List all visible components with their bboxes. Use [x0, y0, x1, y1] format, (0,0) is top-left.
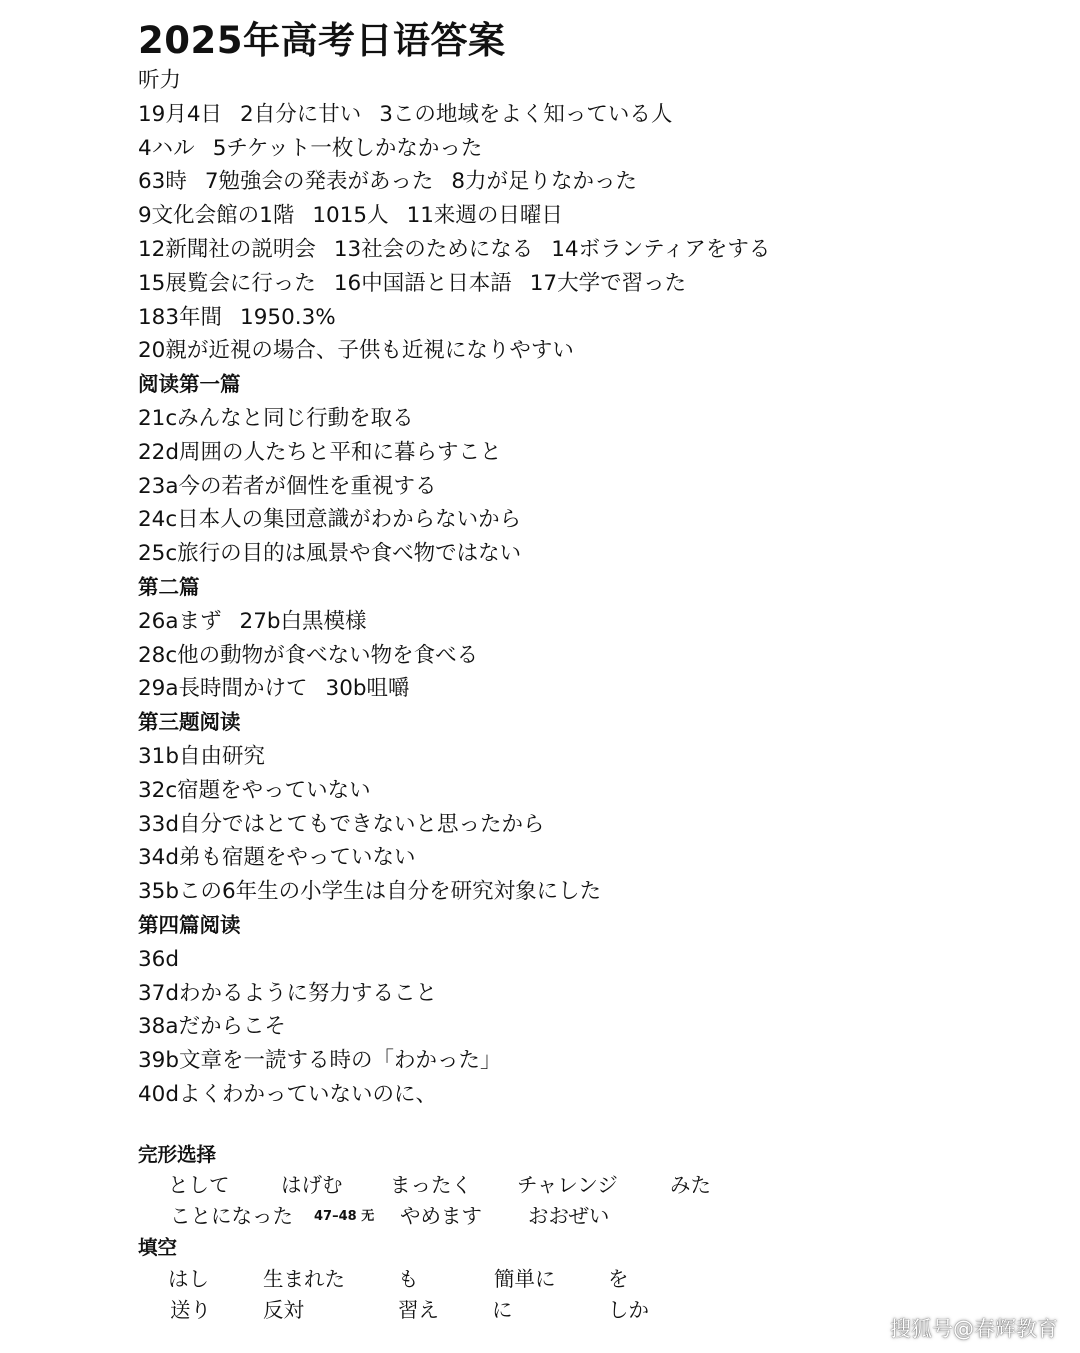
section-heading: 第四篇阅读	[138, 912, 241, 937]
fill-answer: 習え	[398, 1298, 439, 1322]
answer-item: 3この地域をよく知っている人	[379, 101, 673, 127]
answer-line	[138, 132, 1038, 166]
cloze-note: 47–48 无	[314, 1209, 375, 1224]
answer-item: 9文化会館の1階	[138, 203, 295, 229]
answer-item: 21cみんなと同じ行動を取る	[138, 405, 414, 431]
answer-line	[138, 672, 1038, 706]
answer-item: 22d周囲の人たちと平和に暮らすこと	[138, 439, 502, 465]
answer-item: 32c宿題をやっていない	[138, 777, 371, 803]
section-heading: 听力	[138, 68, 182, 93]
answer-line	[138, 470, 1038, 504]
cloze-heading: 完形选择	[138, 1143, 217, 1166]
answer-item: 2自分に甘い	[240, 101, 362, 127]
answer-item: 8力が足りなかった	[451, 169, 638, 195]
answer-item: 11来週の日曜日	[406, 203, 563, 229]
answer-line	[138, 639, 1038, 673]
fill-heading: 填空	[138, 1236, 178, 1259]
cloze-answer: ことになった	[170, 1204, 293, 1228]
answer-line	[138, 1044, 1038, 1078]
answer-item: 27b白黒模様	[239, 608, 367, 634]
section-heading: 第二篇	[138, 574, 200, 599]
fill-answer: 送り	[170, 1298, 211, 1322]
answer-line	[138, 537, 1038, 571]
answer-item: 15展覧会に行った	[138, 270, 316, 296]
source-watermark: 搜狐号@春辉教育	[890, 1317, 1058, 1341]
cloze-answer: まったく	[390, 1173, 472, 1197]
answer-item: 30b咀嚼	[325, 676, 410, 702]
answer-item: 38aだからこそ	[138, 1014, 287, 1040]
answer-line	[138, 808, 1038, 842]
answer-item: 17大学で習った	[529, 270, 687, 296]
answer-item: 36d	[138, 946, 180, 972]
answers-list	[138, 64, 1038, 1112]
cloze-answer: はげむ	[281, 1173, 343, 1197]
answer-item: 34d弟も宿題をやっていない	[138, 845, 416, 871]
answer-item: 35bこの6年生の小学生は自分を研究対象にした	[138, 879, 602, 905]
answer-item: 37dわかるように努力すること	[138, 980, 438, 1006]
answer-line	[138, 875, 1038, 909]
answer-item: 1950.3%	[240, 304, 336, 330]
cloze-answer: みた	[670, 1173, 711, 1197]
answer-item: 28c他の動物が食べない物を食べる	[138, 642, 479, 668]
answer-line	[138, 233, 1038, 267]
answer-item: 183年間	[138, 304, 223, 330]
fill-answer: 反対	[263, 1298, 304, 1322]
answer-item: 19月4日	[138, 101, 223, 127]
section-heading: 第三题阅读	[138, 710, 241, 735]
answer-item: 13社会のためになる	[333, 236, 534, 262]
answer-item: 12新聞社の説明会	[138, 236, 316, 262]
answer-line	[138, 402, 1038, 436]
page-title: 2025年高考日语答案	[138, 19, 506, 62]
fill-answer: 生まれた	[263, 1267, 345, 1291]
cloze-answer: チャレンジ	[517, 1173, 618, 1197]
fill-answer: を	[608, 1267, 629, 1291]
answer-line	[138, 841, 1038, 875]
answer-item: 31b自由研究	[138, 743, 266, 769]
answer-line	[138, 334, 1038, 368]
answer-item: 63時	[138, 169, 187, 195]
answer-item: 4ハル	[138, 135, 195, 161]
answer-line	[138, 98, 1038, 132]
answer-line	[138, 165, 1038, 199]
answer-line	[138, 199, 1038, 233]
answer-line	[138, 503, 1038, 537]
answer-item: 16中国語と日本語	[333, 270, 512, 296]
answer-line	[138, 774, 1038, 808]
answer-item: 29a長時間かけて	[138, 676, 308, 702]
fill-answer: しか	[608, 1298, 649, 1322]
answer-item: 7勉強会の発表があった	[204, 169, 434, 195]
answer-line	[138, 977, 1038, 1011]
answer-item: 39b文章を一読する時の「わかった」	[138, 1048, 502, 1074]
answer-item: 20親が近視の場合、子供も近視になりやすい	[138, 338, 574, 364]
answer-line	[138, 1010, 1038, 1044]
fill-answer: はし	[168, 1267, 209, 1291]
fill-answer: に	[492, 1298, 513, 1322]
answer-item: 26aまず	[138, 608, 222, 634]
answer-line	[138, 605, 1038, 639]
answer-item: 24c日本人の集団意識がわからないから	[138, 507, 522, 533]
answer-line	[138, 740, 1038, 774]
answer-item: 40dよくわかっていないのに、	[138, 1081, 438, 1107]
answer-item: 14ボランティアをする	[551, 236, 771, 262]
fill-answer: 簡単に	[494, 1267, 556, 1291]
answer-item: 33d自分ではとてもできないと思ったから	[138, 811, 545, 837]
answer-item: 23a今の若者が個性を重視する	[138, 473, 437, 499]
cloze-answer: おおぜい	[528, 1204, 610, 1228]
answer-item: 1015人	[312, 203, 389, 229]
cloze-answer: として	[168, 1173, 230, 1197]
answer-line	[138, 436, 1038, 470]
fill-answer: も	[398, 1267, 419, 1291]
answer-line	[138, 267, 1038, 301]
answer-line	[138, 1078, 1038, 1112]
answer-item: 25c旅行の目的は風景や食べ物ではない	[138, 541, 522, 567]
cloze-answer: やめます	[400, 1204, 482, 1228]
answer-item: 5チケット一枚しかなかった	[212, 135, 483, 161]
answer-line	[138, 943, 1038, 977]
answer-line	[138, 301, 1038, 335]
section-heading: 阅读第一篇	[138, 372, 241, 397]
